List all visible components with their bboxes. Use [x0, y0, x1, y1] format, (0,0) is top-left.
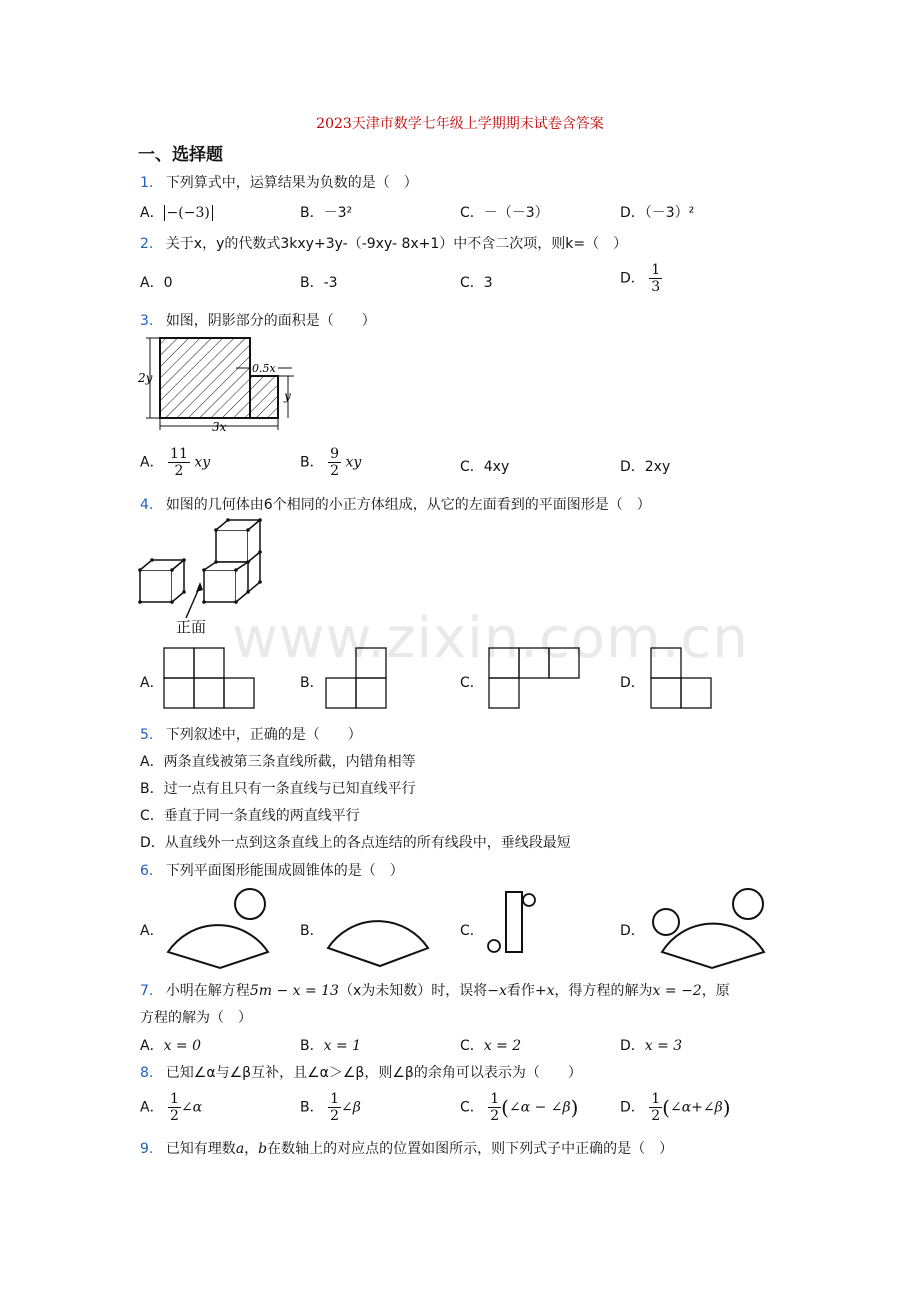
option-a[interactable]: A．x = 0: [140, 1038, 202, 1054]
option-a[interactable]: A．两条直线被第三条直线所截，内错角相等: [140, 754, 416, 770]
abs-expression: −(−3): [164, 205, 213, 221]
question-7-line-2: 方程的解为（ ）: [140, 1010, 252, 1026]
question-number: 2.: [140, 236, 154, 252]
option-d[interactable]: D．2xy: [620, 459, 671, 475]
option-b[interactable]: B．: [300, 923, 324, 939]
page-title: 2023天津市数学七年级上学期期末试卷含答案: [316, 116, 604, 132]
question-number: 7.: [140, 983, 154, 999]
option-c[interactable]: C． $\frac{1}{2}$ (∠α − ∠β): [460, 1091, 579, 1124]
option-a-grid: [162, 646, 262, 712]
option-d[interactable]: D．（－3）²: [620, 205, 695, 221]
question-text: 如图的几何体由6个相同的小正方体组成，从它的左面看到的平面图形是（ ）: [165, 497, 651, 513]
label-3x: 3x: [212, 420, 227, 434]
question-number: 9.: [140, 1141, 154, 1157]
question-number: 1.: [140, 175, 154, 191]
option-d-sector-figure: [646, 888, 776, 968]
fraction: $\frac{1}{2}$: [651, 1091, 661, 1124]
question-number: 3.: [140, 313, 154, 329]
question-text: 下列算式中，运算结果为负数的是（ ）: [165, 175, 418, 191]
fraction: $\frac{11}{2}$: [170, 446, 188, 479]
question-6: [140, 860, 404, 880]
question-text: 关于x，y的代数式3kxy+3y-（-9xy- 8x+1）中不含二次项，则k=（ ）: [165, 236, 628, 252]
label-y: y: [284, 389, 291, 403]
option-label: A．: [140, 205, 164, 221]
front-label: 正面: [176, 618, 207, 636]
watermark: www.zixin.com.cn: [232, 606, 749, 671]
equation: 5m − x = 13: [249, 983, 339, 999]
question-text: 已知∠α与∠β互补，且∠α＞∠β，则∠β的余角可以表示为（ ）: [165, 1065, 582, 1081]
question-5: [140, 724, 362, 744]
option-b[interactable]: B． $\frac{9}{2}$ xy: [300, 446, 362, 479]
question-1: [140, 172, 418, 192]
option-c[interactable]: C．: [460, 923, 484, 939]
question-number: 4.: [140, 497, 154, 513]
option-c[interactable]: C．－（－3）: [460, 205, 549, 221]
question-number: 6.: [140, 863, 154, 879]
question-3: [140, 310, 376, 330]
option-a[interactable]: [140, 202, 213, 222]
question-2: [140, 233, 627, 253]
question-text: 如图，阴影部分的面积是（ ）: [165, 313, 376, 329]
question-7: 7. 小明在解方程5m − x = 13（x为未知数）时，误将−x看作+x，得方程的解为x = −2，原: [140, 983, 730, 999]
option-a[interactable]: A． $\frac{11}{2}$ xy: [140, 446, 211, 479]
option-d[interactable]: D．: [620, 923, 645, 939]
section-heading: 一、选择题: [138, 145, 223, 165]
option-a[interactable]: A． $\frac{1}{2}$ ∠α: [140, 1091, 203, 1124]
cube-solid-figure: [136, 520, 276, 630]
option-d[interactable]: [620, 262, 662, 295]
option-a[interactable]: A．: [140, 675, 164, 691]
option-a[interactable]: A．0: [140, 275, 173, 291]
option-d[interactable]: D．从直线外一点到这条直线上的各点连结的所有线段中，垂线段最短: [140, 835, 571, 851]
option-d[interactable]: D． $\frac{1}{2}$ (∠α+∠β): [620, 1091, 731, 1124]
option-a[interactable]: A．: [140, 923, 164, 939]
question-4: [140, 494, 651, 514]
shaded-area-figure: [136, 334, 306, 434]
question-number: 8.: [140, 1065, 154, 1081]
option-c-grid: [487, 646, 597, 712]
option-c[interactable]: C．3: [460, 275, 493, 291]
option-d[interactable]: D．x = 3: [620, 1038, 683, 1054]
option-c-rectangle-figure: [484, 890, 544, 960]
label-2y: 2y: [138, 371, 153, 385]
option-label: D．: [620, 270, 645, 287]
label-0-5x: 0.5x: [252, 362, 276, 375]
option-c[interactable]: C．垂直于同一条直线的两直线平行: [140, 808, 360, 824]
option-b-grid: [324, 646, 424, 712]
question-9: 9. 已知有理数a，b在数轴上的对应点的位置如图所示，则下列式子中正确的是（ ）: [140, 1141, 674, 1157]
option-b[interactable]: B．过一点有且只有一条直线与已知直线平行: [140, 781, 416, 797]
fraction: $\frac{1}{2}$: [490, 1091, 500, 1124]
option-c[interactable]: C．x = 2: [460, 1038, 522, 1054]
fraction: $\frac{1}{3}$: [651, 262, 661, 295]
option-b[interactable]: B． $\frac{1}{2}$ ∠β: [300, 1091, 361, 1124]
question-text: 下列平面图形能围成圆锥体的是（ ）: [165, 863, 404, 879]
option-b[interactable]: B．: [300, 675, 324, 691]
fraction: $\frac{1}{2}$: [170, 1091, 179, 1124]
question-8: [140, 1062, 582, 1082]
fraction: $\frac{9}{2}$: [330, 446, 339, 479]
option-a-sector-figure: [164, 888, 284, 968]
option-b[interactable]: B．-3: [300, 275, 338, 291]
option-b[interactable]: B．x = 1: [300, 1038, 362, 1054]
option-d-grid: [649, 646, 749, 712]
option-c[interactable]: C．4xy: [460, 459, 510, 475]
question-number: 5.: [140, 727, 154, 743]
fraction: $\frac{1}{2}$: [330, 1091, 339, 1124]
option-b[interactable]: B．－3²: [300, 205, 353, 221]
option-b-sector-figure: [324, 894, 444, 974]
option-d[interactable]: D．: [620, 675, 645, 691]
option-c[interactable]: C．: [460, 675, 484, 691]
question-text: 下列叙述中，正确的是（ ）: [165, 727, 362, 743]
